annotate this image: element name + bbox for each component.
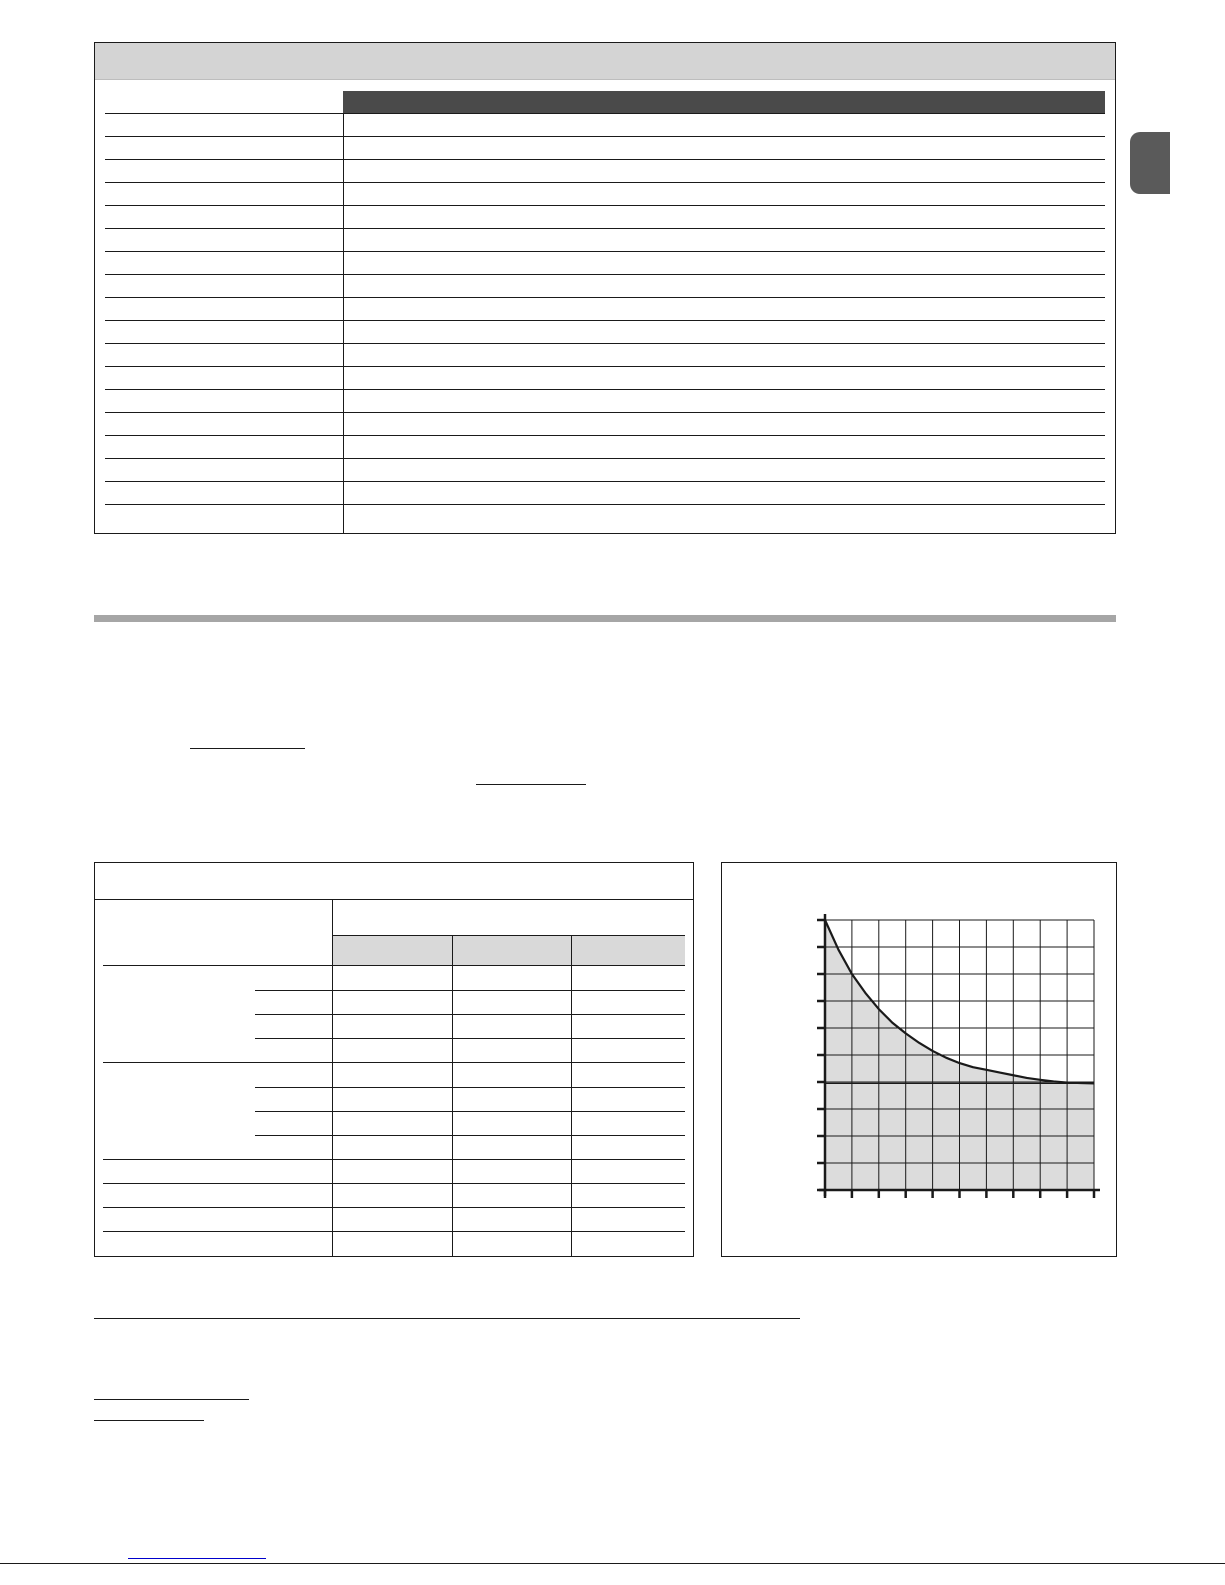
section-divider	[94, 615, 1116, 622]
subheader-cell-2	[453, 935, 571, 965]
lower-table-col-rule	[571, 935, 572, 1256]
underline-1	[190, 748, 305, 749]
lower-table-title-rule	[95, 899, 693, 900]
spec-row-rule	[105, 320, 1105, 321]
lower-table-row-rule	[103, 1231, 685, 1232]
lower-table-row-rule	[255, 1111, 685, 1112]
lower-table-row-rule	[103, 1183, 685, 1184]
language-tab[interactable]	[1130, 132, 1170, 194]
spec-row-rule	[105, 251, 1105, 252]
lower-table-row-rule	[255, 1014, 685, 1015]
spec-table-title-band	[95, 43, 1115, 80]
chart	[722, 863, 1116, 1256]
subheader-cell-3	[572, 935, 685, 965]
lower-table-col-rule	[332, 899, 333, 1256]
spec-row-rule	[105, 159, 1105, 160]
underline-3	[94, 1318, 800, 1319]
footer-link-underline[interactable]	[128, 1558, 266, 1559]
lower-table-row-rule	[255, 1038, 685, 1039]
underline-5	[94, 1420, 204, 1421]
spec-row-rule	[105, 389, 1105, 390]
spec-row-rule	[105, 113, 1105, 114]
lower-table-row-rule	[332, 935, 685, 936]
lower-table	[94, 862, 694, 1257]
spec-row-rule	[105, 182, 1105, 183]
lower-table-row-rule	[255, 1087, 685, 1088]
spec-row-rule	[105, 297, 1105, 298]
lower-table-row-rule	[103, 965, 685, 966]
lower-table-row-rule	[255, 990, 685, 991]
spec-row-rule	[105, 366, 1105, 367]
spec-table	[94, 42, 1116, 534]
lower-table-row-rule	[103, 1207, 685, 1208]
spec-column-divider	[343, 113, 344, 533]
lower-table-row-rule	[103, 1159, 685, 1160]
lower-table-row-rule	[103, 1062, 685, 1063]
spec-row-rule	[105, 343, 1105, 344]
spec-row-rule	[105, 274, 1105, 275]
footer-rule	[0, 1563, 1225, 1564]
spec-row-rule	[105, 412, 1105, 413]
lower-table-col-rule	[452, 935, 453, 1256]
spec-row-rule	[105, 458, 1105, 459]
subheader-cell-1	[332, 935, 452, 965]
chart-panel	[721, 862, 1117, 1257]
underline-2	[476, 784, 586, 785]
spec-row-rule	[105, 435, 1105, 436]
spec-row-rule	[105, 228, 1105, 229]
underline-4	[94, 1399, 249, 1400]
spec-row-rule	[105, 136, 1105, 137]
spec-row-rule	[105, 481, 1105, 482]
spec-row-rule	[105, 504, 1105, 505]
spec-column-header	[343, 91, 1105, 113]
lower-table-row-rule	[255, 1135, 685, 1136]
spec-row-rule	[105, 205, 1105, 206]
